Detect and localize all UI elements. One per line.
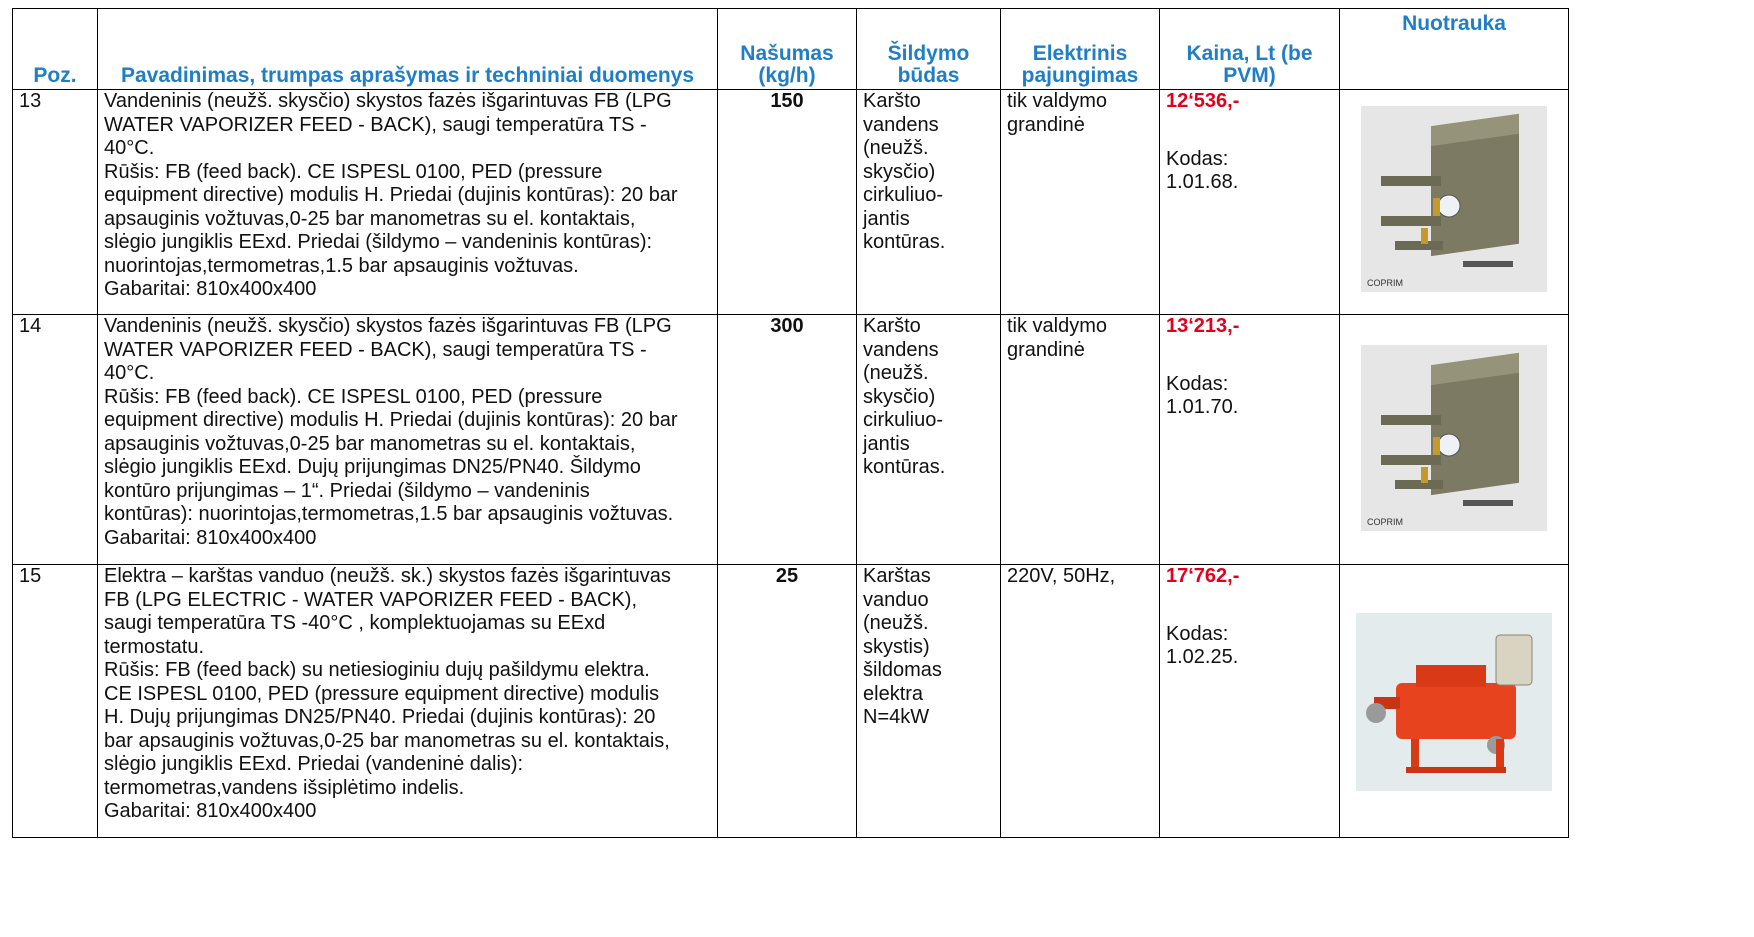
description-line: Vandeninis (neužš. skysčio) skystos fazės išgarintuvas FB (LPG	[104, 315, 672, 337]
row-pos: 15	[13, 565, 98, 838]
description-line: Gabaritai: 810x400x400	[104, 526, 317, 549]
header-name: Pavadinimas, trumpas aprašymas ir techniniai duomenys	[98, 9, 718, 90]
row-electric	[1001, 315, 1160, 565]
heating-line: vandens	[863, 113, 939, 136]
row-photo	[1340, 315, 1569, 565]
price-value: 13‘213,-	[1166, 315, 1240, 337]
description-line: bar apsauginis vožtuvas,0-25 bar manometras su el. kontaktais,	[104, 729, 670, 752]
table-row	[13, 315, 1569, 565]
description-line: equipment directive) modulis H. Priedai (dujinis kontūras): 20 bar	[104, 184, 678, 206]
row-photo	[1340, 565, 1569, 838]
row-price	[1160, 565, 1340, 838]
heating-line: šildomas	[863, 659, 942, 681]
photo-caption: COPRIM	[1367, 278, 1403, 288]
price-table	[12, 8, 1569, 838]
description-line: nuorintojas,termometras,1.5 bar apsauginis vožtuvas.	[104, 254, 579, 277]
price-value: 17‘762,-	[1166, 565, 1240, 587]
description-line: slėgio jungiklis EExd. Priedai (šildymo – vandeninis kontūras):	[104, 231, 653, 253]
description-line: apsauginis vožtuvas,0-25 bar manometras su el. kontaktais,	[104, 432, 636, 455]
heating-line: cirkuliuo-	[863, 409, 944, 431]
heating-line: jantis	[863, 432, 910, 455]
heating-line: Karšto	[863, 315, 921, 337]
description-line: 40°C.	[104, 362, 155, 384]
description-line: H. Dujų prijungimas DN25/PN40. Priedai (dujinis kontūras): 20	[104, 706, 656, 728]
description-line: apsauginis vožtuvas,0-25 bar manometras su el. kontaktais,	[104, 207, 636, 230]
description-line: slėgio jungiklis EExd. Priedai (vandeninė dalis):	[104, 753, 524, 775]
header-capacity: Našumas (kg/h)	[718, 9, 857, 90]
header-photo: Nuotrauka	[1340, 9, 1569, 90]
row-photo	[1340, 90, 1569, 315]
description-line: termometras,vandens išsiplėtimo indelis.	[104, 776, 465, 799]
heating-line: (neužš.	[863, 612, 929, 634]
heating-line: Karštas	[863, 565, 931, 587]
code-label: Kodas:	[1166, 622, 1229, 645]
row-pos: 14	[13, 315, 98, 565]
code-value: 1.01.68.	[1166, 171, 1239, 193]
row-heating	[857, 315, 1001, 565]
vaporizer-photo	[1361, 345, 1547, 531]
table-row	[13, 565, 1569, 838]
row-price	[1160, 315, 1340, 565]
heating-line: cirkuliuo-	[863, 184, 944, 206]
description-line: Rūšis: FB (feed back). CE ISPESL 0100, PED (pressure	[104, 385, 603, 408]
description-line: Rūšis: FB (feed back) su netiesioginiu dujų pašildymu elektra.	[104, 659, 650, 681]
row-capacity: 300	[718, 315, 857, 565]
description-line: termostatu.	[104, 635, 205, 658]
description-line: slėgio jungiklis EExd. Dujų prijungimas DN25/PN40. Šildymo	[104, 456, 641, 478]
heating-line: kontūras.	[863, 456, 946, 478]
row-heating	[857, 90, 1001, 315]
code-label: Kodas:	[1166, 372, 1229, 395]
header-price: Kaina, Lt (be PVM)	[1160, 9, 1340, 90]
heating-line: N=4kW	[863, 706, 930, 728]
row-description	[98, 90, 718, 315]
electric-vaporizer-photo	[1356, 613, 1552, 791]
heating-line: (neužš.	[863, 362, 929, 384]
code-value: 1.02.25.	[1166, 646, 1239, 668]
electric-line: tik valdymo	[1007, 90, 1108, 112]
row-capacity: 25	[718, 565, 857, 838]
code-value: 1.01.70.	[1166, 396, 1239, 418]
electric-line: grandinė	[1007, 113, 1085, 136]
photo-caption: COPRIM	[1367, 517, 1403, 527]
heating-line: jantis	[863, 207, 910, 230]
heating-line: vandens	[863, 338, 939, 361]
header-electric: Elektrinis pajungimas	[1001, 9, 1160, 90]
code-label: Kodas:	[1166, 147, 1229, 170]
description-line: equipment directive) modulis H. Priedai (dujinis kontūras): 20 bar	[104, 409, 678, 431]
heating-line: (neužš.	[863, 137, 929, 159]
description-line: WATER VAPORIZER FEED - BACK), saugi temperatūra TS -	[104, 113, 647, 136]
electric-line: tik valdymo	[1007, 315, 1108, 337]
row-electric	[1001, 565, 1160, 838]
heating-line: skysčio)	[863, 385, 936, 408]
description-line: Rūšis: FB (feed back). CE ISPESL 0100, PED (pressure	[104, 160, 603, 183]
electric-line: grandinė	[1007, 338, 1085, 361]
description-line: 40°C.	[104, 137, 155, 159]
vaporizer-photo	[1361, 106, 1547, 292]
description-line: Gabaritai: 810x400x400	[104, 278, 317, 300]
header-pos: Poz.	[13, 9, 98, 90]
price-value: 12‘536,-	[1166, 90, 1240, 112]
electric-line: 220V, 50Hz,	[1007, 565, 1116, 587]
header-heating: Šildymo būdas	[857, 9, 1001, 90]
row-price	[1160, 90, 1340, 315]
row-heating	[857, 565, 1001, 838]
row-electric	[1001, 90, 1160, 315]
heating-line: elektra	[863, 682, 924, 705]
heating-line: skysčio)	[863, 160, 936, 183]
description-line: Vandeninis (neužš. skysčio) skystos fazės išgarintuvas FB (LPG	[104, 90, 672, 112]
description-line: saugi temperatūra TS -40°C , komplektuojamas su EExd	[104, 612, 606, 634]
description-line: kontūro prijungimas – 1“. Priedai (šildymo – vandeninis	[104, 479, 590, 502]
heating-line: Karšto	[863, 90, 921, 112]
description-line: Gabaritai: 810x400x400	[104, 800, 317, 822]
description-line: CE ISPESL 0100, PED (pressure equipment directive) modulis	[104, 682, 660, 705]
description-line: Elektra – karštas vanduo (neužš. sk.) skystos fazės išgarintuvas	[104, 565, 671, 587]
row-capacity: 150	[718, 90, 857, 315]
table-header-row	[13, 9, 1569, 90]
table-row	[13, 90, 1569, 315]
row-description	[98, 565, 718, 838]
description-line: kontūras): nuorintojas,termometras,1.5 bar apsauginis vožtuvas.	[104, 503, 674, 525]
row-pos: 13	[13, 90, 98, 315]
heating-line: vanduo	[863, 588, 929, 611]
heating-line: skystis)	[863, 635, 930, 658]
row-description	[98, 315, 718, 565]
description-line: FB (LPG ELECTRIC - WATER VAPORIZER FEED - BACK),	[104, 588, 638, 611]
heating-line: kontūras.	[863, 231, 946, 253]
description-line: WATER VAPORIZER FEED - BACK), saugi temperatūra TS -	[104, 338, 647, 361]
